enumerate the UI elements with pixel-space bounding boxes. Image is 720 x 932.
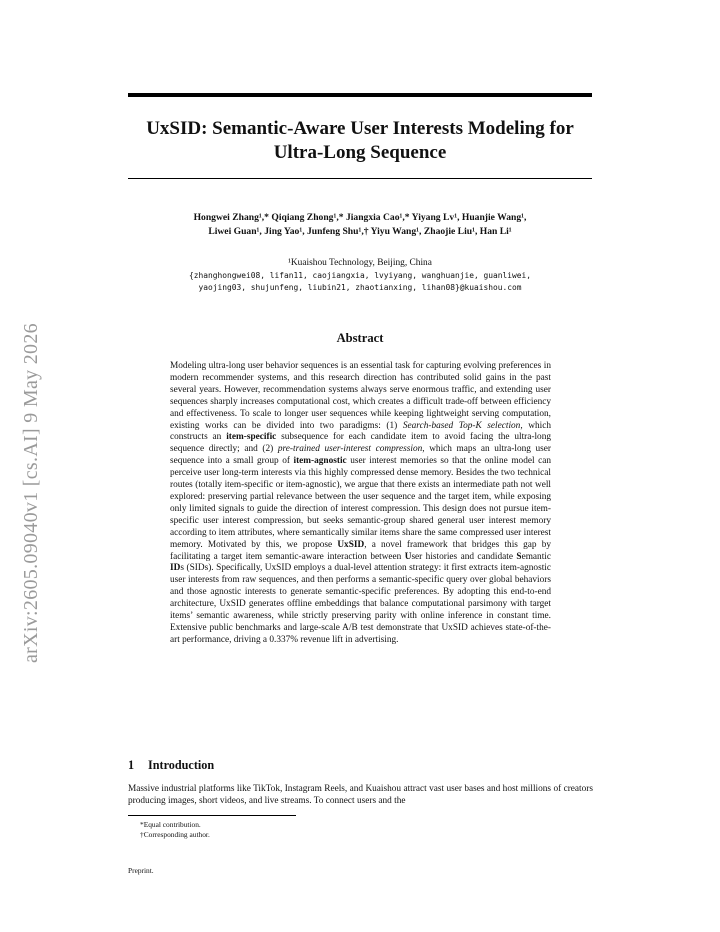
section-title: Introduction <box>148 758 215 772</box>
author-emails <box>100 270 620 293</box>
footnotes <box>140 820 210 839</box>
email-line-1: {zhanghongwei08, lifan11, caojiangxia, lvyiyang, wanghuanjie, guanliwei, <box>188 271 532 280</box>
abstract-heading: Abstract <box>336 331 384 345</box>
footnote-equal-contribution: *Equal contribution. <box>140 820 201 829</box>
abstract-body: Modeling ultra-long user behavior sequences is an essential task for capturing evolving preferences in modern recommender systems, and this research direction has contributed solid gains in the past several years. However, recommendation systems always serve enormous traffic, and extending user sequences sharply increases computational cost, which creates a difficult trade-off between efficiency and effectiveness. To scale to longer user sequences while keeping lightweight serving computation, existing works can be divided into two paradigms: (1) Search-based Top-K selection, which constructs an item-specific subsequence for each candidate item to avoid facing the ultra-long sequence directly; and (2) pre-trained user-interest compression, which maps an ultra-long user sequence into a small group of item-agnostic user interest memories so that the online model can perceive user long-term interests via this highly compressed dense memory. Besides the two technical routes (totally item-specific or item-agnostic), we argue that there exists an intermediate path not well explored: preserving partial relevance between the user sequence and the target item, while exposing only limited signals to guide the direction of interest compression. This design does not pursue item-specific user interest compression, but seeks semantic-group shared general user interest memory according to item attributes, where semantically similar items share the same compressed user interest memory. Motivated by this, we propose UxSID, a novel framework that bridges this gap by facilitating a target item semantic-aware interaction between User histories and candidate Semantic IDs (SIDs). Specifically, UxSID employs a dual-level attention strategy: it first extracts item-agnostic user interests from raw sequences, and then performs a semantic-specific query over global behaviors and those agnostic interests to generate semantic-specific preferences. By adopting this end-to-end architecture, UxSID generates offline embeddings that balance computational parsimony with target items’ semantic awareness, while strictly preserving parity with online inference in constant time. Extensive public benchmarks and large-scale A/B test demonstrate that UxSID achieves state-of-the-art performance, driving a 0.337% revenue lift in advertising. <box>170 361 552 645</box>
paper-title: UxSID: Semantic-Aware User Interests Modeling for Ultra-Long Sequence <box>146 118 574 163</box>
title-bottom-rule <box>128 178 592 179</box>
introduction-text: Massive industrial platforms like TikTok, Instagram Reels, and Kuaishou attract vast user bases and host millions of creators producing images, short videos, and live streams. To connect users and the <box>128 784 593 806</box>
preprint-label: Preprint. <box>128 866 154 875</box>
arxiv-identifier[interactable]: arXiv:2605.09040v1 [cs.AI] 9 May 2026 <box>20 323 42 663</box>
footnote-corresponding-author: †Corresponding author. <box>140 829 210 839</box>
author-line-1: Hongwei Zhang¹,* Qiqiang Zhong¹,* Jiangxia Cao¹,* Yiyang Lv¹, Huanjie Wang¹, <box>193 212 527 223</box>
author-list <box>128 211 592 239</box>
email-line-2: yaojing03, shujunfeng, liubin21, zhaotianxing, lihan08}@kuaishou.com <box>198 282 522 292</box>
footnote-rule <box>128 815 296 816</box>
author-line-2: Liwei Guan¹, Jing Yao¹, Junfeng Shu¹,† Yiyu Wang¹, Zhaojie Liu¹, Han Li¹ <box>208 226 512 237</box>
section-number: 1 <box>128 758 135 772</box>
section-heading-introduction <box>128 758 214 773</box>
affiliation: ¹Kuaishou Technology, Beijing, China <box>288 258 432 268</box>
title-top-rule <box>128 93 592 97</box>
